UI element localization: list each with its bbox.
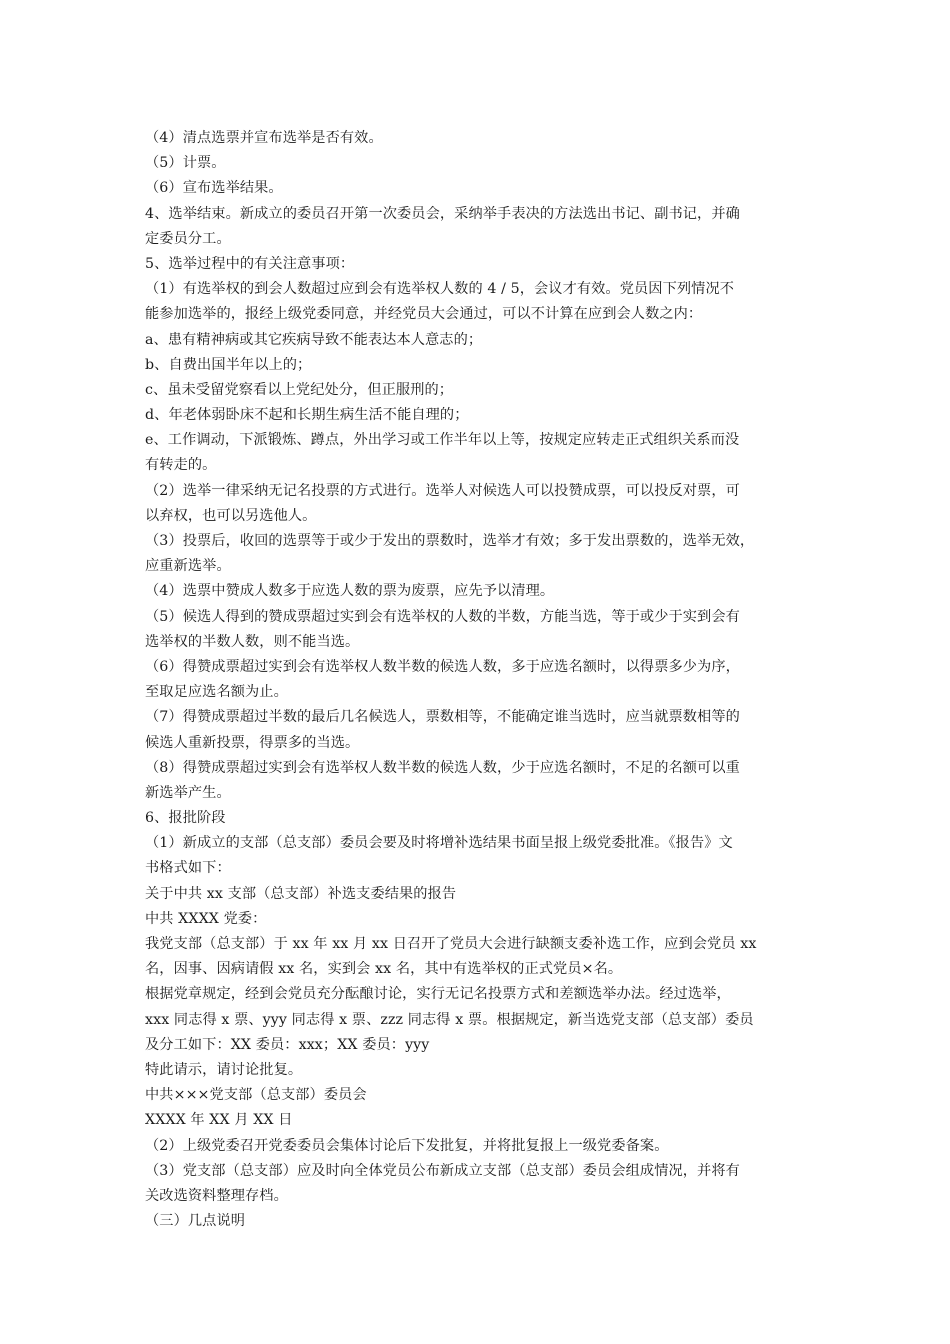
text-line: 6、报批阶段 xyxy=(145,810,226,827)
text-line: 选举权的半数人数，则不能当选。 xyxy=(145,633,360,650)
text-line: 应重新选举。 xyxy=(145,558,231,575)
text-line: （2）上级党委召开党委委员会集体讨论后下发批复，并将批复报上一级党委备案。 xyxy=(145,1137,669,1154)
text-line: a、患有精神病或其它疾病导致不能表达本人意志的； xyxy=(145,331,483,348)
text-line: 我党支部（总支部）于 xx 年 xx 月 xx 日召开了党员大会进行缺额支委补选工作，应到会党员 xx xyxy=(145,936,757,952)
text-line: （6）得赞成票超过实到会有选举权人数半数的候选人数，多于应选名额时，以得票多少为序， xyxy=(145,658,740,675)
text-line: 及分工如下：XX 委员：xxx；XX 委员：yyy xyxy=(145,1036,430,1053)
text-line: 关于中共 xx 支部（总支部）补选支委结果的报告 xyxy=(145,885,457,902)
text-line: （8）得赞成票超过实到会有选举权人数半数的候选人数，少于应选名额时，不足的名额可以重 xyxy=(145,759,740,776)
text-line: （6）宣布选举结果。 xyxy=(145,180,283,197)
text-line: 新选举产生。 xyxy=(145,784,231,801)
text-line: （4）清点选票并宣布选举是否有效。 xyxy=(145,130,383,146)
text-line: （1）有选举权的到会人数超过应到会有选举权人数的 4 / 5，会议才有效。党员因下列情况不 xyxy=(145,281,735,298)
text-line: xxx 同志得 x 票、yyy 同志得 x 票、zzz 同志得 x 票。根据规定，新当选党支部（总支部）委员 xyxy=(145,1011,754,1028)
text-line: d、年老体弱卧床不起和长期生病生活不能自理的； xyxy=(145,407,469,424)
text-line: 能参加选举的，报经上级党委同意，并经党员大会通过，可以不计算在应到会人数之内： xyxy=(145,306,703,323)
text-line: 书格式如下： xyxy=(145,860,231,877)
text-line: （2）选举一律采纳无记名投票的方式进行。选举人对候选人可以投赞成票，可以投反对票，可 xyxy=(145,482,740,499)
text-line: （5）计票。 xyxy=(145,155,226,172)
text-line: XXXX 年 XX 月 XX 日 xyxy=(145,1112,293,1129)
text-line: b、自费出国半年以上的； xyxy=(145,356,312,373)
text-line: 有转走的。 xyxy=(145,457,217,474)
text-line: 至取足应选名额为止。 xyxy=(145,684,288,701)
text-line: 定委员分工。 xyxy=(145,230,231,247)
text-line: （3）党支部（总支部）应及时向全体党员公布新成立支部（总支部）委员会组成情况，并将有 xyxy=(145,1162,740,1179)
document-body xyxy=(145,126,825,1234)
text-line: 以弃权，也可以另选他人。 xyxy=(145,507,317,524)
text-line: 5、选举过程中的有关注意事项： xyxy=(145,255,355,272)
text-line: 根据党章规定，经到会党员充分酝酿讨论，实行无记名投票方式和差额选举办法。经过选举， xyxy=(145,986,731,1003)
text-line: 中共×××党支部（总支部）委员会 xyxy=(145,1087,367,1104)
text-line: （5）候选人得到的赞成票超过实到会有选举权的人数的半数，方能当选，等于或少于实到会有 xyxy=(145,608,740,625)
text-line: 特此请示，请讨论批复。 xyxy=(145,1061,303,1078)
text-line: 候选人重新投票，得票多的当选。 xyxy=(145,734,360,751)
text-line: 名，因事、因病请假 xx 名，实到会 xx 名，其中有选举权的正式党员×名。 xyxy=(145,961,623,978)
text-line: e、工作调动，下派锻炼、蹲点，外出学习或工作半年以上等，按规定应转走正式组织关系而没 xyxy=(145,432,740,449)
text-line: （7）得赞成票超过半数的最后几名候选人，票数相等，不能确定谁当选时，应当就票数相等的 xyxy=(145,709,740,726)
text-line: （3）投票后，收回的选票等于或少于发出的票数时，选举才有效；多于发出票数的，选举无效， xyxy=(145,533,755,549)
text-line: 4、选举结束。新成立的委员召开第一次委员会，采纳举手表决的方法选出书记、副书记，并确 xyxy=(145,205,740,222)
text-line: 关改选资料整理存档。 xyxy=(145,1187,288,1204)
text-line: 中共 XXXX 党委： xyxy=(145,910,267,927)
text-line: c、虽未受留党察看以上党纪处分，但正服刑的； xyxy=(145,381,454,398)
text-line: （三）几点说明 xyxy=(145,1213,246,1230)
text-line: （1）新成立的支部（总支部）委员会要及时将增补选结果书面呈报上级党委批准。《报告》文 xyxy=(145,835,733,852)
text-line: （4）选票中赞成人数多于应选人数的票为废票，应先予以清理。 xyxy=(145,583,555,600)
